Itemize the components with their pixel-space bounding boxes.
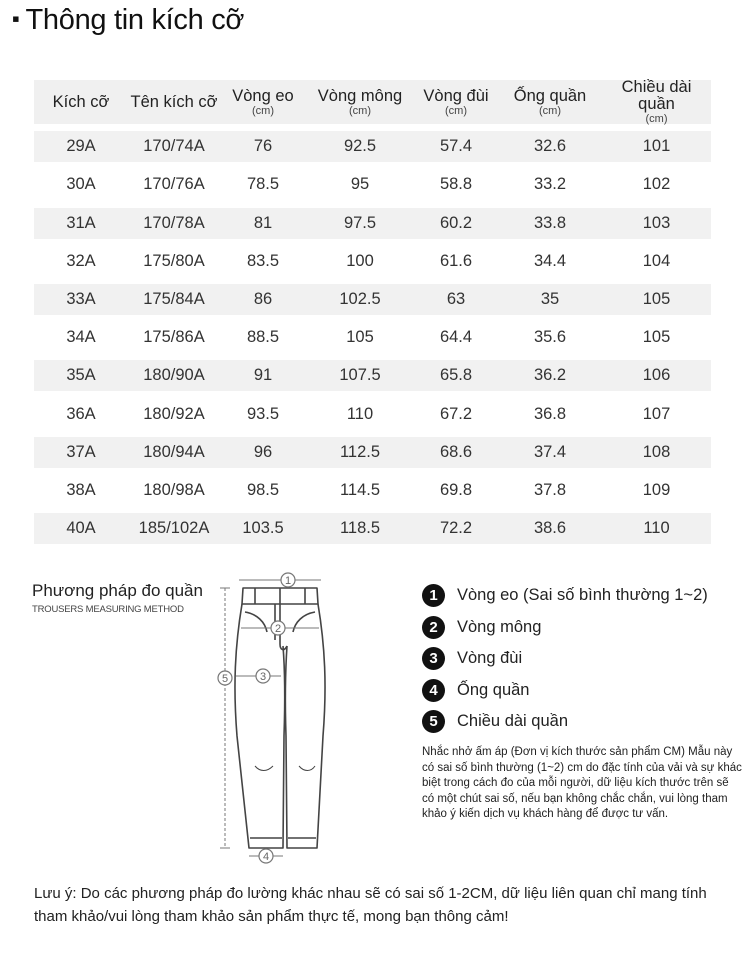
cell-thigh: 72.2 xyxy=(439,519,473,538)
legend-label: Vòng eo (Sai số bình thường 1~2) xyxy=(457,586,708,605)
method-subtitle: TROUSERS MEASURING METHOD xyxy=(32,604,184,615)
table-header xyxy=(34,80,711,124)
cell-size: 33A xyxy=(66,289,96,308)
cell-waist: 86 xyxy=(253,289,273,308)
cell-leg-opening: 37.4 xyxy=(533,442,567,461)
table-row xyxy=(34,475,711,506)
table-row xyxy=(34,322,711,353)
table-body xyxy=(34,131,711,544)
cell-thigh: 61.6 xyxy=(439,251,473,270)
table-row xyxy=(34,437,711,468)
cell-hip: 92.5 xyxy=(343,137,377,156)
legend-item-hip xyxy=(422,612,708,644)
cell-hip: 102.5 xyxy=(339,289,381,308)
cell-waist: 93.5 xyxy=(246,404,280,423)
title-text: Thông tin kích cỡ xyxy=(25,4,245,36)
cell-waist: 76 xyxy=(253,137,273,156)
cell-leg-opening: 36.8 xyxy=(533,404,567,423)
header-thigh: Vòng đùi (cm) xyxy=(423,86,489,117)
table-row xyxy=(34,360,711,391)
cell-size-name: 180/98A xyxy=(143,480,205,499)
cell-waist: 81 xyxy=(253,213,273,232)
size-table xyxy=(34,80,711,544)
legend-label: Chiều dài quần xyxy=(457,712,569,731)
cell-leg-opening: 38.6 xyxy=(533,519,567,538)
marker-5: 5 xyxy=(221,673,229,685)
table-row xyxy=(34,399,711,430)
cell-leg-opening: 32.6 xyxy=(533,137,567,156)
cell-leg-opening: 35.6 xyxy=(533,328,567,347)
cell-size: 37A xyxy=(66,442,96,461)
marker-2: 2 xyxy=(274,623,282,635)
cell-thigh: 58.8 xyxy=(439,175,473,194)
cell-hip: 110 xyxy=(346,404,374,423)
marker-1: 1 xyxy=(284,575,292,587)
header-size-name: Tên kích cỡ xyxy=(130,92,218,111)
method-title: Phương pháp đo quần xyxy=(32,581,203,600)
cell-length: 101 xyxy=(642,137,671,156)
cell-hip: 114.5 xyxy=(339,480,381,499)
cell-hip: 107.5 xyxy=(339,366,381,385)
cell-leg-opening: 37.8 xyxy=(533,480,567,499)
cell-length: 108 xyxy=(642,442,671,461)
number-2-icon: 2 xyxy=(422,616,445,639)
header-length: Chiều dài quần (cm) xyxy=(621,78,692,125)
cell-thigh: 64.4 xyxy=(439,328,473,347)
cell-size: 31A xyxy=(66,213,96,232)
cell-leg-opening: 33.8 xyxy=(533,213,567,232)
cell-size: 38A xyxy=(66,480,96,499)
header-size: Kích cỡ xyxy=(52,92,110,111)
cell-leg-opening: 35 xyxy=(540,289,560,308)
cell-leg-opening: 36.2 xyxy=(533,366,567,385)
cell-size-name: 170/76A xyxy=(143,175,205,194)
cell-hip: 100 xyxy=(346,251,374,270)
cell-waist: 103.5 xyxy=(242,519,284,538)
legend-item-thigh xyxy=(422,643,708,675)
legend-item-waist xyxy=(422,580,708,612)
legend-label: Vòng mông xyxy=(457,617,542,636)
cell-length: 107 xyxy=(642,404,671,423)
cell-size-name: 180/92A xyxy=(143,404,205,423)
legend-item-leg-opening xyxy=(422,675,708,707)
cell-size: 34A xyxy=(66,328,96,347)
number-1-icon: 1 xyxy=(422,584,445,607)
legend-item-length xyxy=(422,706,708,738)
number-4-icon: 4 xyxy=(422,679,445,702)
cell-size-name: 175/80A xyxy=(143,251,205,270)
cell-thigh: 63 xyxy=(446,289,466,308)
cell-size: 29A xyxy=(66,137,96,156)
cell-thigh: 57.4 xyxy=(439,137,473,156)
cell-waist: 98.5 xyxy=(246,480,280,499)
table-row xyxy=(34,131,711,162)
warm-reminder-note: Nhắc nhở ấm áp (Đơn vị kích thước sản phẩm CM) Mẫu này có sai số bình thường (1~2) cm do đặc tính của vải và sự khác biệt trong cách đo của mỗi người, dữ liệu kích thước trên sẽ có một chút sai số, nếu bạn không chắc chắn, vui lòng tham khảo ý kiến dịch vụ khách hàng để được tư vấn. xyxy=(422,746,742,821)
trousers-diagram xyxy=(205,566,345,866)
cell-thigh: 65.8 xyxy=(439,366,473,385)
page-title xyxy=(12,4,244,37)
cell-length: 109 xyxy=(642,480,671,499)
cell-hip: 118.5 xyxy=(339,519,381,538)
cell-size: 30A xyxy=(66,175,96,194)
cell-length: 102 xyxy=(642,175,671,194)
cell-length: 110 xyxy=(643,519,670,538)
cell-thigh: 67.2 xyxy=(439,404,473,423)
cell-size-name: 180/90A xyxy=(143,366,205,385)
cell-size: 32A xyxy=(66,251,96,270)
table-row xyxy=(34,208,711,239)
table-row xyxy=(34,169,711,200)
legend-label: Vòng đùi xyxy=(457,649,523,668)
cell-length: 103 xyxy=(642,213,671,232)
cell-leg-opening: 34.4 xyxy=(533,251,567,270)
number-3-icon: 3 xyxy=(422,647,445,670)
cell-length: 106 xyxy=(642,366,671,385)
cell-length: 104 xyxy=(642,251,671,270)
cell-waist: 91 xyxy=(253,366,273,385)
header-hip: Vòng mông (cm) xyxy=(317,86,403,117)
cell-size-name: 180/94A xyxy=(143,442,205,461)
marker-3: 3 xyxy=(259,671,267,683)
cell-hip: 105 xyxy=(346,328,374,347)
disclaimer-note: Lưu ý: Do các phương pháp đo lường khác nhau sẽ có sai số 1-2CM, dữ liệu liên quan chỉ mang tính tham khảo/vui lòng tham khảo sản phẩm thực tế, mong bạn thông cảm! xyxy=(34,885,707,925)
cell-thigh: 68.6 xyxy=(439,442,473,461)
table-row xyxy=(34,284,711,315)
cell-size: 36A xyxy=(66,404,96,423)
cell-size-name: 185/102A xyxy=(138,519,210,538)
cell-hip: 97.5 xyxy=(343,213,377,232)
cell-waist: 96 xyxy=(253,442,273,461)
cell-size-name: 170/78A xyxy=(143,213,205,232)
cell-hip: 112.5 xyxy=(339,442,381,461)
legend-label: Ống quần xyxy=(457,680,530,699)
cell-size-name: 175/84A xyxy=(143,289,205,308)
cell-size: 40A xyxy=(66,519,96,538)
header-leg-opening: Ống quần (cm) xyxy=(513,86,587,117)
measurement-legend xyxy=(422,580,708,738)
cell-waist: 78.5 xyxy=(246,175,280,194)
cell-size-name: 170/74A xyxy=(143,137,205,156)
title-bullet: ▪ xyxy=(12,6,20,31)
cell-hip: 95 xyxy=(350,175,370,194)
table-row xyxy=(34,246,711,277)
cell-length: 105 xyxy=(642,328,671,347)
cell-thigh: 69.8 xyxy=(439,480,473,499)
cell-size-name: 175/86A xyxy=(143,328,205,347)
cell-length: 105 xyxy=(642,289,671,308)
cell-thigh: 60.2 xyxy=(439,213,473,232)
header-waist: Vòng eo (cm) xyxy=(232,86,294,117)
cell-size: 35A xyxy=(66,366,96,385)
marker-4: 4 xyxy=(262,851,270,863)
number-5-icon: 5 xyxy=(422,710,445,733)
cell-waist: 88.5 xyxy=(246,328,280,347)
cell-waist: 83.5 xyxy=(246,251,280,270)
table-row xyxy=(34,513,711,544)
cell-leg-opening: 33.2 xyxy=(533,175,567,194)
